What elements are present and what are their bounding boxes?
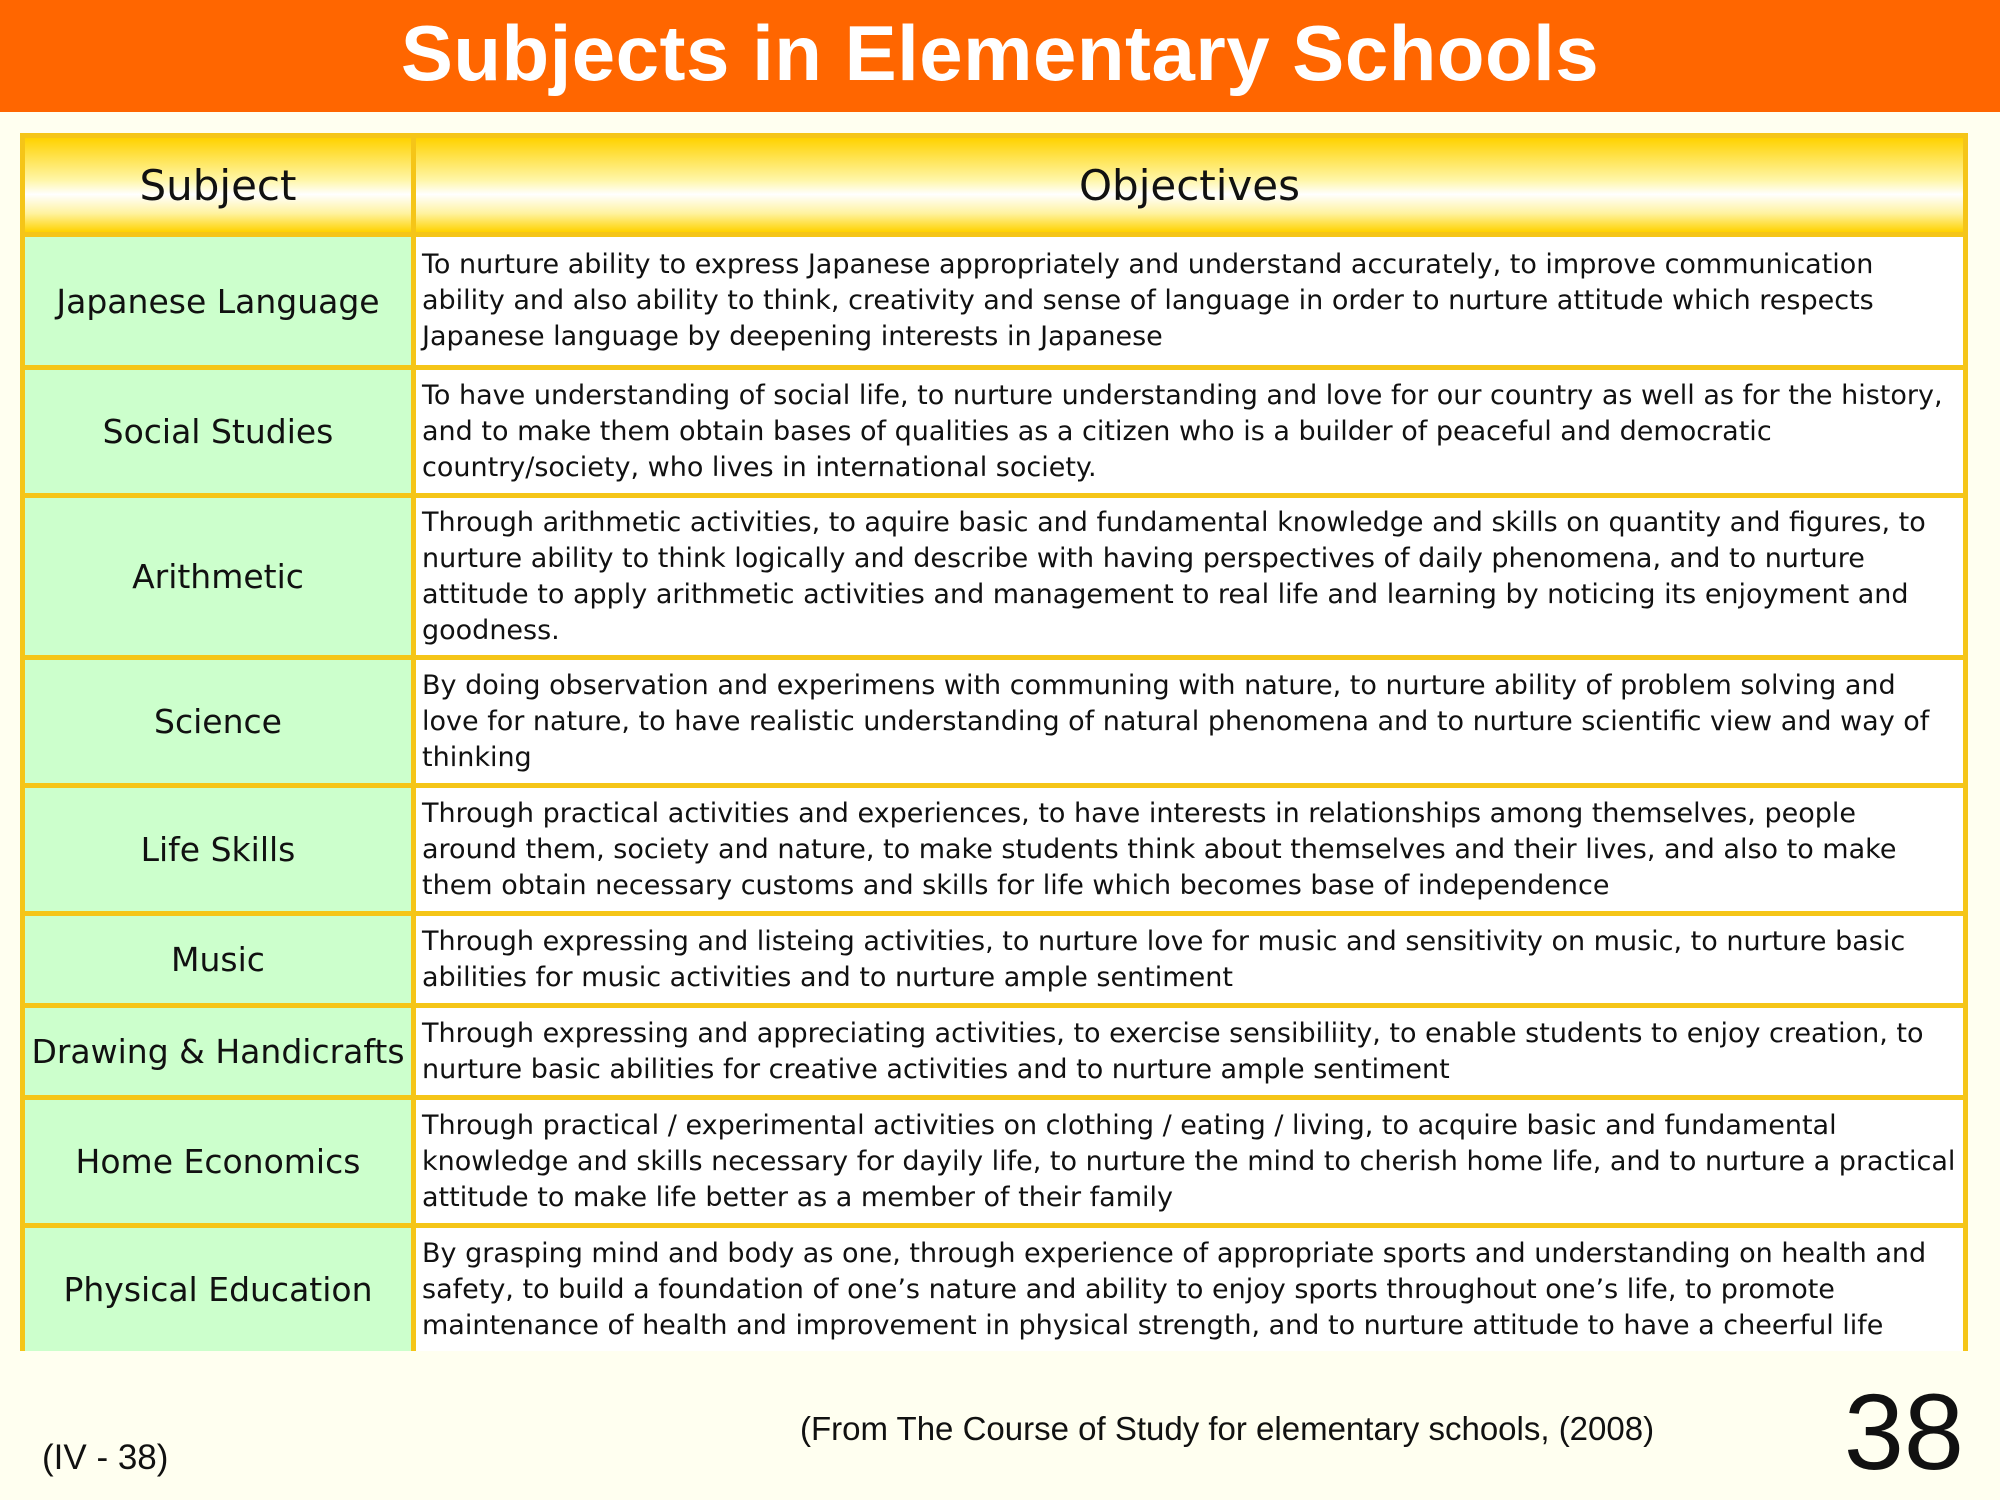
- page-number: 38: [1843, 1371, 1964, 1492]
- table-row: [25, 237, 1963, 365]
- table-row: [25, 370, 1963, 493]
- subject-cell: Japanese Language: [25, 237, 411, 365]
- table-row: [25, 1228, 1963, 1351]
- table-row: [25, 788, 1963, 911]
- subject-cell: Science: [25, 660, 411, 783]
- table-row: [25, 916, 1963, 1003]
- subject-cell: Home Economics: [25, 1100, 411, 1223]
- subject-cell: Music: [25, 916, 411, 1003]
- slide-reference: (IV - 38): [42, 1438, 169, 1477]
- source-citation: (From The Course of Study for elementary schools, (2008): [800, 1410, 1655, 1447]
- page-title: Subjects in Elementary Schools: [400, 8, 1600, 97]
- table-row: [25, 1008, 1963, 1095]
- objective-cell: Through expressing and listeing activities, to nurture love for music and sensitivity on music, to nurture basic abilities for music activities and to nurture ample sentiment: [416, 916, 1963, 1003]
- objective-cell: Through arithmetic activities, to aquire basic and fundamental knowledge and skills on quantity and figures, to nurture ability to think logically and describe with having perspectives of daily phenomena, and to nurture attitude to apply arithmetic activities and management to real life and learning by noticing its enjoyment and goodness.: [416, 498, 1963, 655]
- subject-cell: Social Studies: [25, 370, 411, 493]
- subject-cell: Physical Education: [25, 1228, 411, 1351]
- header-subject: Subject: [25, 138, 411, 232]
- subject-cell: Life Skills: [25, 788, 411, 911]
- table-header-row: [25, 138, 1963, 232]
- header-objectives: Objectives: [416, 138, 1963, 232]
- title-bar: [0, 0, 2000, 112]
- subjects-table-container: [20, 133, 1968, 1351]
- subjects-table: [20, 133, 1968, 1356]
- table-row: [25, 660, 1963, 783]
- objective-cell: To have understanding of social life, to nurture understanding and love for our country as well as for the history, and to make them obtain bases of qualities as a citizen who is a builder of peaceful and democratic country/society, who lives in international society.: [416, 370, 1963, 493]
- objective-cell: By doing observation and experimens with communing with nature, to nurture ability of problem solving and love for nature, to have realistic understanding of natural phenomena and to nurture scientific view and way of thinking: [416, 660, 1963, 783]
- objective-cell: Through practical activities and experiences, to have interests in relationships among themselves, people around them, society and nature, to make students think about themselves and their lives, and also to make them obtain necessary customs and skills for life which becomes base of independence: [416, 788, 1963, 911]
- table-row: [25, 498, 1963, 655]
- objective-cell: Through practical / experimental activities on clothing / eating / living, to acquire basic and fundamental knowledge and skills necessary for dayily life, to nurture the mind to cherish home life, and to nurture a practical attitude to make life better as a member of their family: [416, 1100, 1963, 1223]
- objective-cell: By grasping mind and body as one, through experience of appropriate sports and understanding on health and safety, to build a foundation of one’s nature and ability to enjoy sports throughout one’s life, to promote maintenance of health and improvement in physical strength, and to nurture attitude to have a cheerful life: [416, 1228, 1963, 1351]
- objective-cell: To nurture ability to express Japanese appropriately and understand accurately, to improve communication ability and also ability to think, creativity and sense of language in order to nurture attitude which respects Japanese language by deepening interests in Japanese: [416, 237, 1963, 365]
- objective-cell: Through expressing and appreciating activities, to exercise sensibiliity, to enable students to enjoy creation, to nurture basic abilities for creative activities and to nurture ample sentiment: [416, 1008, 1963, 1095]
- table-row: [25, 1100, 1963, 1223]
- subject-cell: Drawing & Handicrafts: [25, 1008, 411, 1095]
- subject-cell: Arithmetic: [25, 498, 411, 655]
